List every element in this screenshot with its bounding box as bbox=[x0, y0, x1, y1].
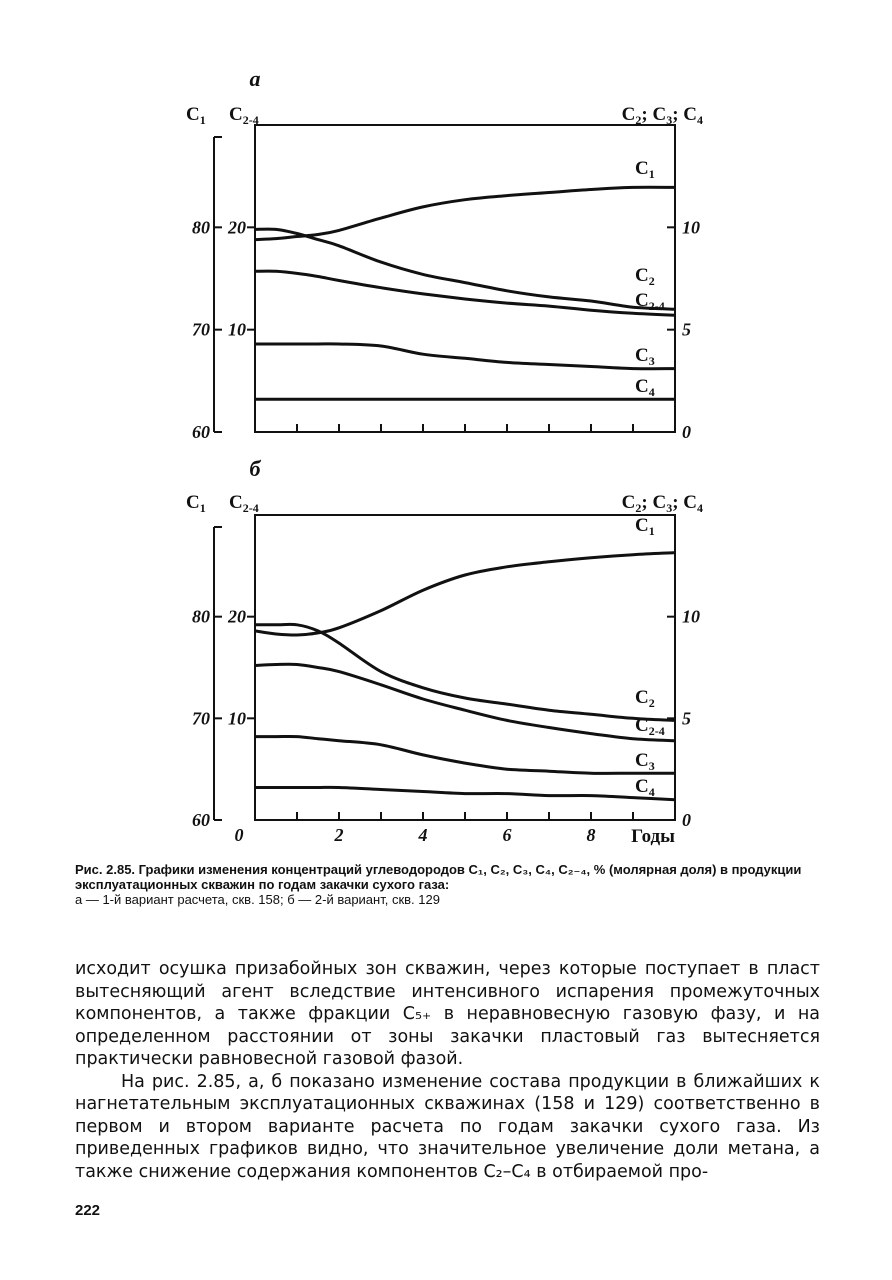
panel-1-curve-c2 bbox=[255, 229, 675, 309]
panel-1-c24-axis-label: $C_{2-4}$ bbox=[229, 104, 259, 127]
panel-2-right-tick-label: 10 bbox=[682, 606, 700, 627]
panel-1-curve-c2-4 bbox=[255, 271, 675, 315]
panel-1-curve-label-c3: $C_3$ bbox=[635, 345, 655, 368]
panel-2-x-tick-label: 0 bbox=[234, 825, 244, 845]
panel-2-curve-c2 bbox=[255, 624, 675, 720]
panel-1-curve-c3 bbox=[255, 344, 675, 369]
panel-2-c1-axis-label: $C_1$ bbox=[186, 492, 206, 515]
panel-2-curve-label-c2: $C_2$ bbox=[635, 687, 655, 710]
panel-1-curve-label-c4: $C_4$ bbox=[635, 376, 655, 399]
panel-1-right-tick-label: 10 bbox=[682, 217, 700, 238]
panel-2-c24-tick-label: 10 bbox=[228, 708, 246, 729]
panel-2-curve-label-c1: $C_1$ bbox=[635, 515, 655, 538]
panel-2-x-tick-label: 4 bbox=[418, 825, 428, 845]
panel-2-x-tick-label: 6 bbox=[502, 825, 512, 845]
panel-1-c24-tick-label: 10 bbox=[228, 319, 246, 340]
panel-2-x-tick-label: 8 bbox=[586, 825, 596, 845]
panel-2-right-axis-label: $C_2$; $C_3$; $C_4$ bbox=[621, 492, 703, 515]
caption-title: Рис. 2.85. Графики изменения концентраций углеводородов C₁, C₂, C₃, C₄, C₂₋₄, % (молярная доля) в продукции эксплуатационных скважин по годам закачки сухого газа: bbox=[75, 862, 802, 892]
panel-1-curve-label-c2-4: $C_{2-4}$ bbox=[635, 290, 665, 313]
body-text bbox=[75, 958, 820, 1183]
panel-1-plot-frame bbox=[255, 125, 675, 432]
panel-1-curve-c1 bbox=[255, 187, 675, 239]
panel-1-right-tick-label: 0 bbox=[682, 422, 691, 442]
panel-2-x-axis-label: Годы bbox=[631, 826, 675, 847]
panel-2-c24-axis-label: $C_{2-4}$ bbox=[229, 492, 259, 515]
panel-1-c1-tick-label: 70 bbox=[192, 319, 210, 340]
panel-2-c1-tick-label: 80 bbox=[192, 606, 210, 627]
panel-1-letter: а bbox=[249, 66, 261, 91]
panel-1-c1-tick-label: 80 bbox=[192, 217, 210, 238]
panel-2-c1-tick-label: 70 bbox=[192, 708, 210, 729]
paragraph-1: исходит осушка призабойных зон скважин, через которые поступает в пласт вытесняющий агент вследствие интенсивного испарения промежуточных компонентов, а также фракции C₅₊ в неравновесную газовую фазу, и на определенном расстоянии от зоны закачки пластовый газ вытесняется практически равновесной газовой фазой. bbox=[75, 959, 820, 1069]
page-number: 222 bbox=[75, 1202, 101, 1219]
panel-2-curve-label-c2-4: $C_{2-4}$ bbox=[635, 715, 665, 738]
panel-2-x-tick-label: 2 bbox=[334, 825, 344, 845]
panel-2-right-tick-label: 0 bbox=[682, 810, 691, 830]
caption-legend: а — 1-й вариант расчета, скв. 158; б — 2-й вариант, скв. 129 bbox=[75, 892, 440, 907]
panel-1-c1-tick-label: 60 bbox=[192, 422, 210, 442]
panel-1-right-axis-label: $C_2$; $C_3$; $C_4$ bbox=[621, 104, 703, 127]
panel-2-curve-c3 bbox=[255, 736, 675, 773]
panel-1-right-tick-label: 5 bbox=[682, 319, 691, 340]
panel-1-c1-axis-label: $C_1$ bbox=[186, 104, 206, 127]
panel-2-curve-c1 bbox=[255, 553, 675, 635]
panel-2-c1-tick-label: 60 bbox=[192, 810, 210, 830]
panel-2-right-tick-label: 5 bbox=[682, 708, 691, 729]
paragraph-2: На рис. 2.85, а, б показано изменение состава продукции в ближайших к нагнетательным эксплуатационных скважинах (158 и 129) соответственно в первом и втором варианте расчета по годам закачки сухого газа. Из приведенных графиков видно, что значительное увеличение доли метана, а также снижение содержания компонентов C₂–C₄ в отбираемой про- bbox=[75, 1071, 820, 1182]
panel-1-c24-tick-label: 20 bbox=[228, 217, 246, 238]
panel-2-curve-label-c3: $C_3$ bbox=[635, 750, 655, 773]
panel-2-curve-label-c4: $C_4$ bbox=[635, 776, 655, 799]
figure-caption bbox=[75, 862, 820, 907]
panel-2-curve-c4 bbox=[255, 787, 675, 799]
panel-2-letter: б bbox=[249, 456, 261, 481]
panel-1-curve-label-c2: $C_2$ bbox=[635, 265, 655, 288]
panel-1-curve-label-c1: $C_1$ bbox=[635, 158, 655, 181]
panel-2-c24-tick-label: 20 bbox=[228, 606, 246, 627]
panel-2-curve-c2-4 bbox=[255, 664, 675, 741]
